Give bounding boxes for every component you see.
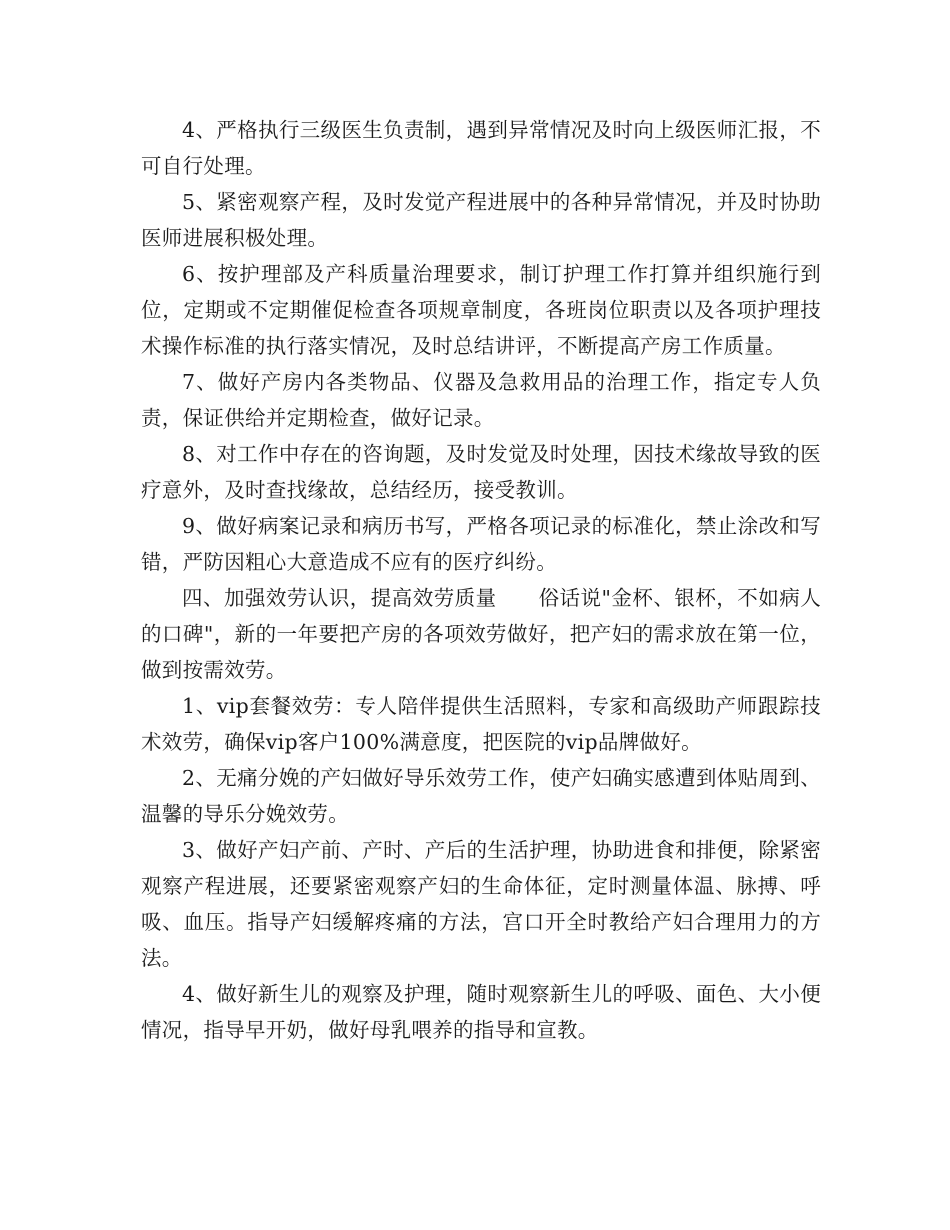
paragraph-service-4-newborn: 4、做好新生儿的观察及护理，随时观察新生儿的呼吸、面色、大小便情况，指导早开奶，做好母乳喂养的指导和宣教。 bbox=[141, 982, 821, 1042]
section-heading-service: 四、加强效劳认识，提高效劳质量 俗话说"金杯、银杯，不如病人的口碑"，新的一年要把产房的各项效劳做好，把产妇的需求放在第一位，做到按需效劳。 bbox=[141, 586, 821, 682]
paragraph-item-6-quality-management: 6、按护理部及产科质量治理要求，制订护理工作打算并组织施行到位，定期或不定期催促检查各项规章制度，各班岗位职责以及各项护理技术操作标准的执行落实情况，及时总结讲评，不断提高产房工作质量。 bbox=[141, 262, 821, 358]
paragraph-item-5-observation: 5、紧密观察产程，及时发觉产程进展中的各种异常情况，并及时协助医师进展积极处理。 bbox=[141, 190, 821, 250]
paragraph-item-7-supplies: 7、做好产房内各类物品、仪器及急救用品的治理工作，指定专人负责，保证供给并定期检查，做好记录。 bbox=[141, 370, 821, 430]
paragraph-service-1-vip: 1、vip套餐效劳：专人陪伴提供生活照料，专家和高级助产师跟踪技术效劳，确保vip客户100%满意度，把医院的vip品牌做好。 bbox=[141, 694, 821, 754]
paragraph-item-8-problems: 8、对工作中存在的咨询题，及时发觉及时处理，因技术缘故导致的医疗意外，及时查找缘故，总结经历，接受教训。 bbox=[141, 442, 821, 502]
paragraph-item-9-records: 9、做好病案记录和病历书写，严格各项记录的标准化，禁止涂改和写错，严防因粗心大意造成不应有的医疗纠纷。 bbox=[141, 514, 821, 574]
paragraph-service-2-painless: 2、无痛分娩的产妇做好导乐效劳工作，使产妇确实感遭到体贴周到、温馨的导乐分娩效劳。 bbox=[141, 766, 821, 826]
document-body bbox=[141, 112, 821, 1048]
paragraph-item-4-responsibility: 4、严格执行三级医生负责制，遇到异常情况及时向上级医师汇报，不可自行处理。 bbox=[141, 118, 821, 178]
paragraph-service-3-care: 3、做好产妇产前、产时、产后的生活护理，协助进食和排便，除紧密观察产程进展，还要紧密观察产妇的生命体征，定时测量体温、脉搏、呼吸、血压。指导产妇缓解疼痛的方法，宫口开全时教给产妇合理用力的方法。 bbox=[141, 838, 821, 970]
